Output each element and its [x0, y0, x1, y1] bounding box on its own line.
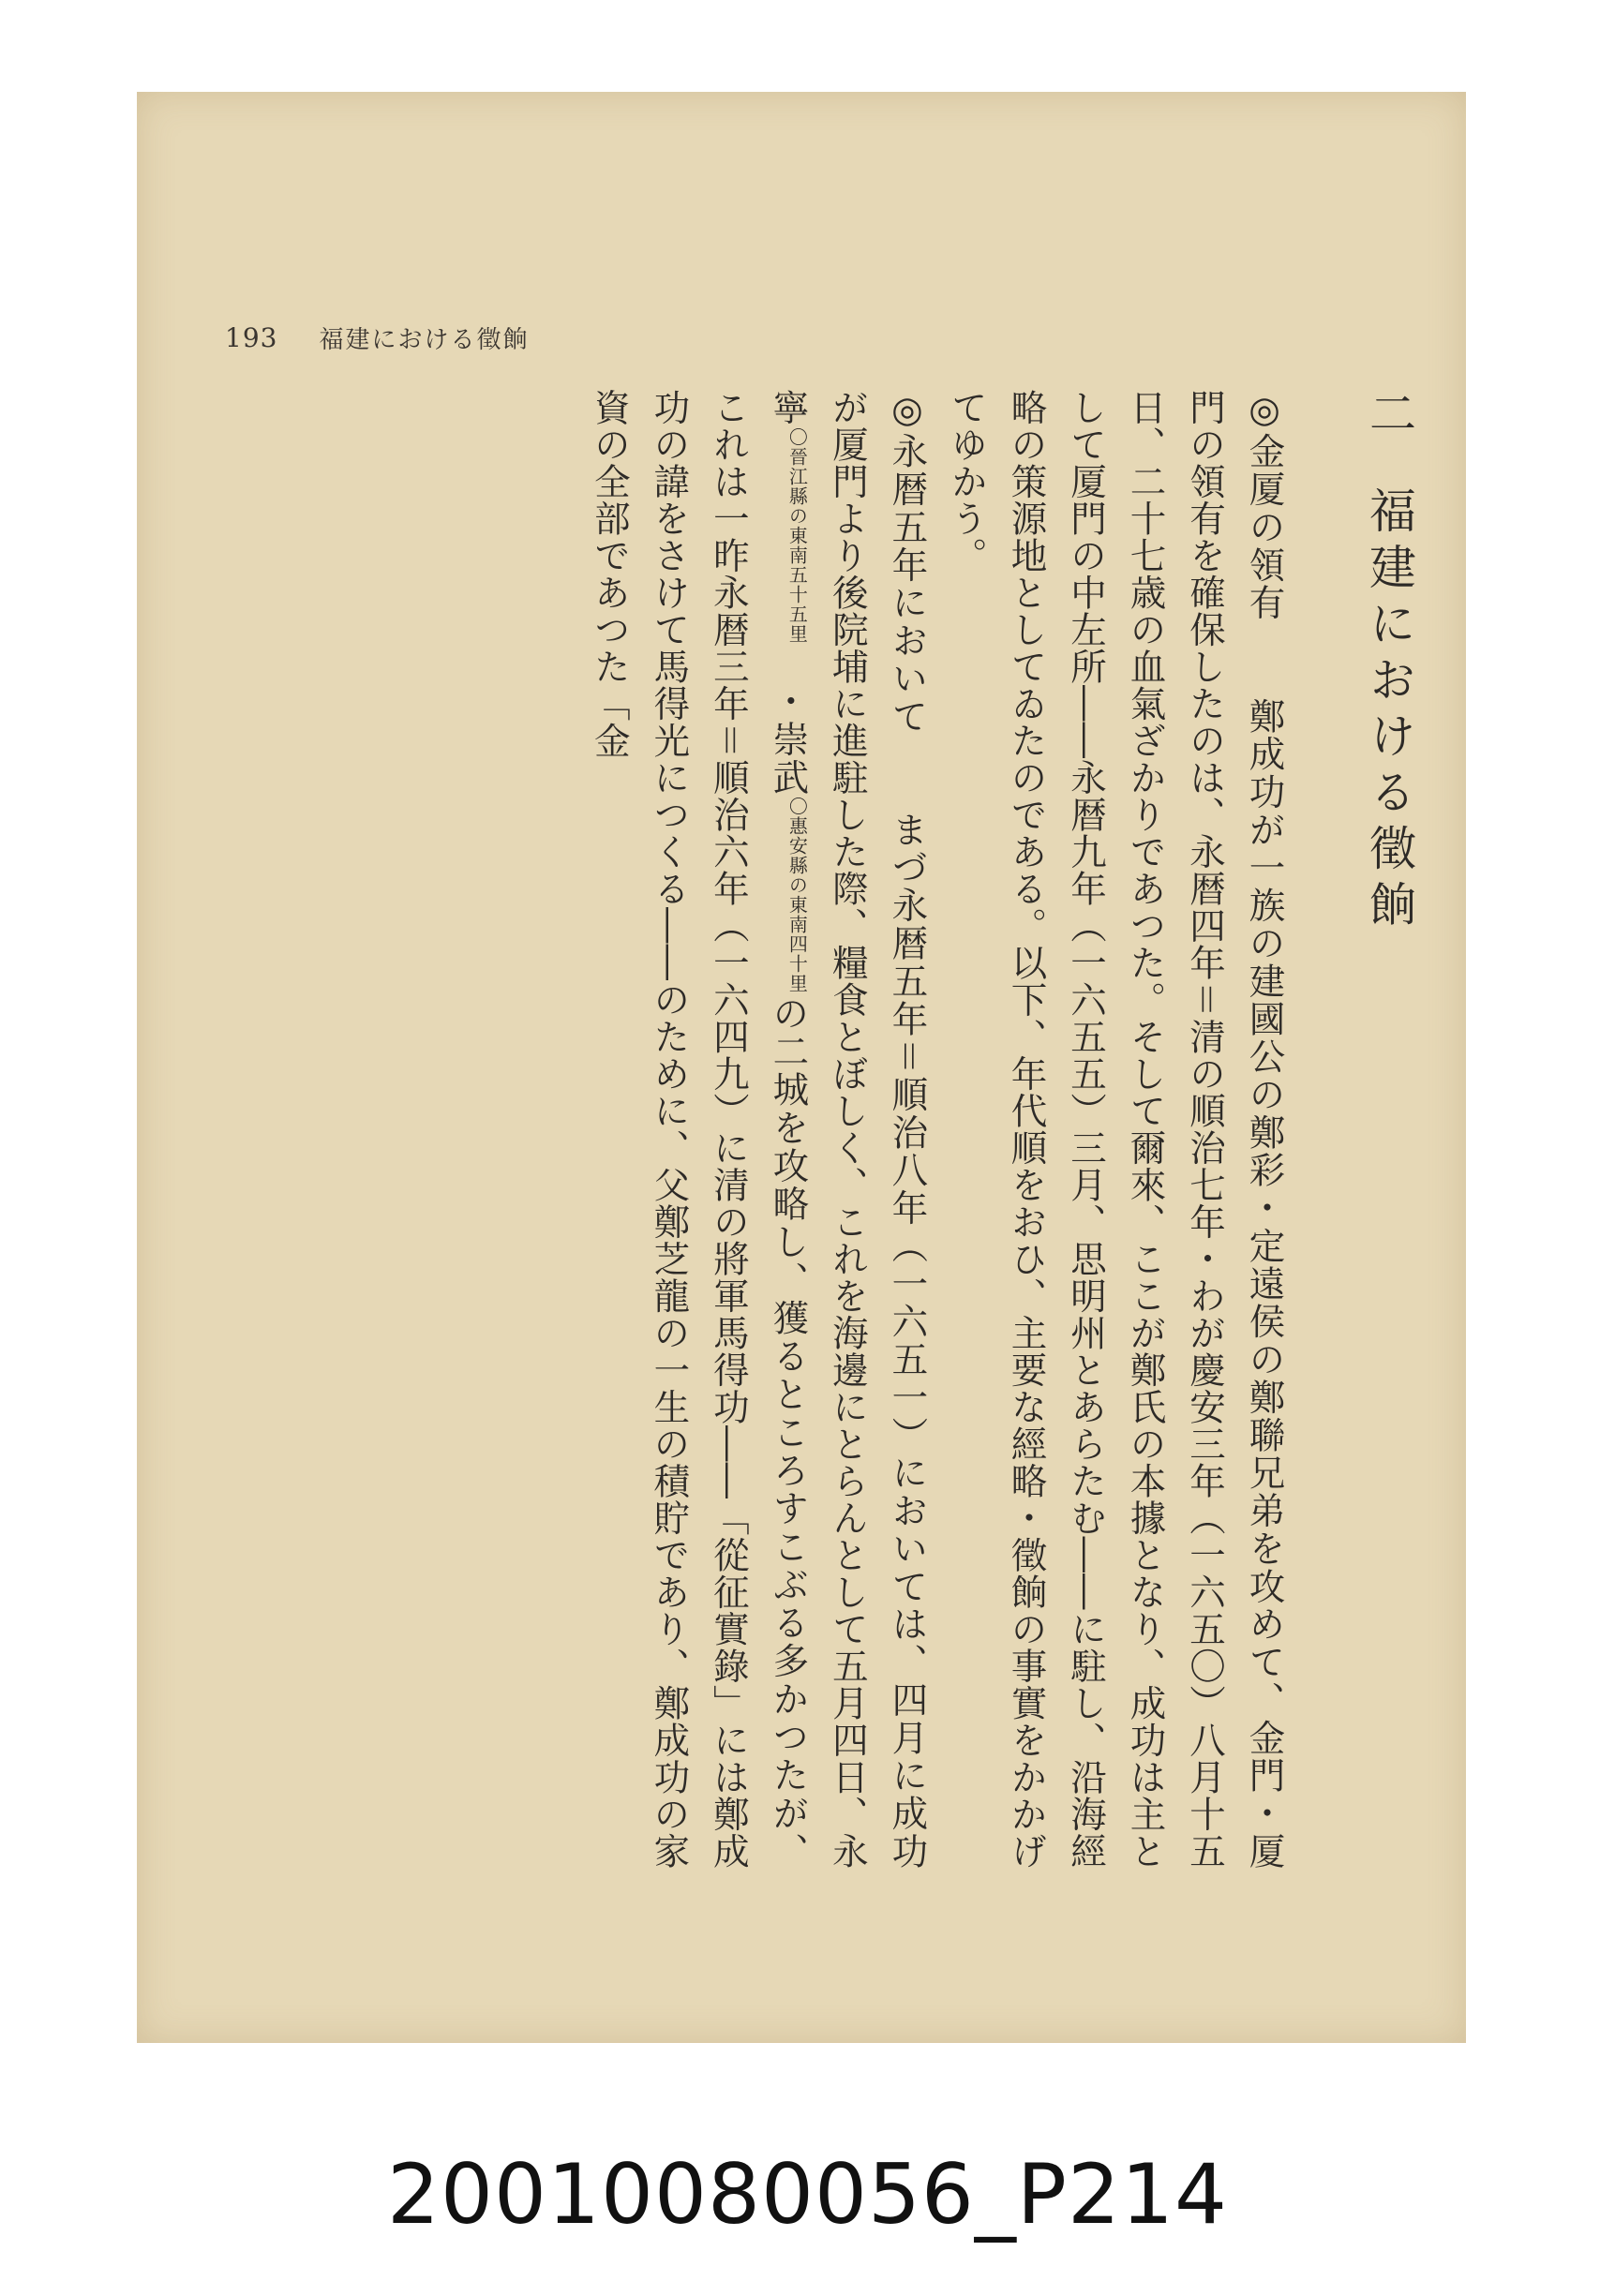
document-id-caption: 20010080056_P214: [387, 2146, 1228, 2243]
paragraph-kinmen: ◎金厦の領有 鄭成功が一族の建國公の鄭彩・定遠侯の鄭聯兄弟を攻めて、金門・厦門の領有を確保したのは、永暦四年＝清の順治七年・わが慶安三年（一六五〇）八月十五日、二十七歳の血氣ざかりであつた。そして爾來、ここが鄭氏の本據となり、成功は主として厦門の中左所――永暦九年（一六五五）三月、思明州とあらたむ――に駐し、沿海經略の策源地としてゐたのである。以下、年代順をおひ、主要な經略・徵餉の事實をかかげてゆかう。: [945, 389, 1286, 1870]
note-jiangxian: 江縣の東南五十五里: [785, 466, 809, 644]
chapter-title: 福建における徵餉: [1362, 485, 1416, 936]
chapter-heading: [1351, 389, 1428, 1870]
running-head: [225, 319, 750, 356]
running-title: 福建における徵餉: [319, 325, 530, 354]
paragraph-continuation-text: の二城を攻略し、獲るところすこぶる多かつたが、これは一昨永暦三年＝順治六年（一六四九）に清の將軍馬得功――「從征實錄」には鄭成功の諱をさけて馬得光につくる――のために、父鄭芝龍の一生の積貯であり、鄭成功の家資の全部であつた「金: [588, 389, 810, 1871]
note-yongning: 〇晉: [785, 426, 809, 467]
page-number: 193: [225, 321, 278, 353]
vertical-body-text: [579, 389, 1428, 1870]
paragraph-chongwu-text: ・崇武: [767, 643, 810, 798]
paragraph-yongli5-text: ◎永暦五年において まづ永暦五年＝順治八年（一六五一）においては、四月に成功が厦門より後院埔に進駐した際、糧食とぼしく、これを海邊にとらんとして五月四日、永寧: [767, 389, 929, 1870]
chapter-number: 二: [1362, 389, 1416, 445]
note-chongwu: 〇惠安縣の東南四十里: [785, 797, 809, 994]
paragraph-yongli5: [579, 389, 936, 1870]
